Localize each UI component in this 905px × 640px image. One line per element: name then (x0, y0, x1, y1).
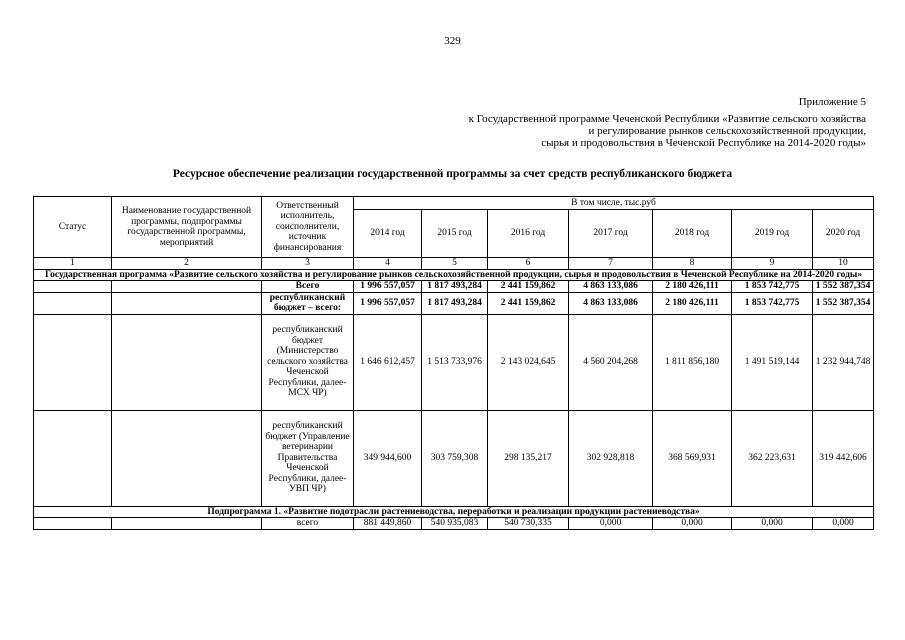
value-cell: 0,000 (569, 518, 653, 530)
value-cell: 1 811 856,180 (653, 314, 732, 410)
value-cell: 4 863 133,086 (569, 281, 653, 293)
name-cell (112, 281, 262, 293)
name-cell (112, 518, 262, 530)
status-cell (34, 518, 112, 530)
name-cell (112, 292, 262, 314)
appendix-label: Приложение 5 (798, 96, 866, 108)
header-year: 2020 год (813, 210, 874, 258)
value-cell: 2 441 159,862 (488, 281, 569, 293)
column-index: 1 (34, 258, 112, 270)
header-year: 2015 год (422, 210, 488, 258)
name-cell (112, 410, 262, 506)
column-index: 4 (354, 258, 422, 270)
subprogram-title-row: Подпрограмма 1. «Развитие подотрасли растениеводства, переработки и реализации продукции растениеводства» (34, 506, 874, 518)
status-cell (34, 410, 112, 506)
header-responsible: Ответственный исполнитель, соисполнители, источник финансирования (262, 197, 354, 258)
program-title-row: Государственная программа «Развитие сельского хозяйства и регулирование рынков сельскохозяйственной продукции, сырья и продовольствия в Чеченской Республике на 2014-2020 годы» (34, 269, 874, 281)
value-cell: 1 552 387,354 (813, 281, 874, 293)
document-title: Ресурсное обеспечение реализации государственной программы за счет средств республиканского бюджета (172, 168, 733, 180)
value-cell: 298 135,217 (488, 410, 569, 506)
header-status: Статус (34, 197, 112, 258)
subtitle-line: сырья и продовольствия в Чеченской Республике на 2014-2020 годы» (541, 137, 866, 149)
header-year: 2016 год (488, 210, 569, 258)
value-cell: 1 853 742,775 (732, 281, 813, 293)
value-cell: 302 928,818 (569, 410, 653, 506)
resource-table (33, 196, 874, 530)
value-cell: 1 646 612,457 (354, 314, 422, 410)
status-cell (34, 281, 112, 293)
header-year: 2018 год (653, 210, 732, 258)
value-cell: 319 442,606 (813, 410, 874, 506)
value-cell: 1 513 733,976 (422, 314, 488, 410)
value-cell: 1 817 493,284 (422, 292, 488, 314)
source-cell: республиканский бюджет – всего: (262, 292, 354, 314)
column-index: 10 (813, 258, 874, 270)
value-cell: 0,000 (813, 518, 874, 530)
header-including: В том числе, тыс.руб (354, 197, 874, 210)
value-cell: 540 730,335 (488, 518, 569, 530)
value-cell: 4 863 133,086 (569, 292, 653, 314)
subtitle-line: к Государственной программе Чеченской Республики «Развитие сельского хозяйства (468, 113, 866, 125)
value-cell: 1 853 742,775 (732, 292, 813, 314)
page-number: 329 (444, 35, 461, 47)
status-cell (34, 314, 112, 410)
value-cell: 1 491 519,144 (732, 314, 813, 410)
value-cell: 0,000 (732, 518, 813, 530)
column-index: 5 (422, 258, 488, 270)
value-cell: 1 552 387,354 (813, 292, 874, 314)
value-cell: 540 935,083 (422, 518, 488, 530)
value-cell: 1 996 557,057 (354, 292, 422, 314)
source-cell: всего (262, 518, 354, 530)
value-cell: 368 569,931 (653, 410, 732, 506)
value-cell: 2 143 024,645 (488, 314, 569, 410)
value-cell: 2 180 426,111 (653, 292, 732, 314)
source-cell: республиканский бюджет (Министерство сельского хозяйства Чеченской Республики, далее-МСХ ЧР) (262, 314, 354, 410)
value-cell: 1 232 944,748 (813, 314, 874, 410)
column-index: 2 (112, 258, 262, 270)
header-year: 2014 год (354, 210, 422, 258)
value-cell: 349 944,600 (354, 410, 422, 506)
status-cell (34, 292, 112, 314)
name-cell (112, 314, 262, 410)
value-cell: 4 560 204,268 (569, 314, 653, 410)
column-index: 7 (569, 258, 653, 270)
subtitle-line: и регулирование рынков сельскохозяйственной продукции, (588, 125, 866, 137)
value-cell: 2 180 426,111 (653, 281, 732, 293)
header-year: 2019 год (732, 210, 813, 258)
value-cell: 362 223,631 (732, 410, 813, 506)
column-index: 8 (653, 258, 732, 270)
value-cell: 0,000 (653, 518, 732, 530)
column-index: 9 (732, 258, 813, 270)
value-cell: 303 759,308 (422, 410, 488, 506)
appendix-subtitle (469, 113, 866, 149)
value-cell: 881 449,860 (354, 518, 422, 530)
source-cell: Всего (262, 281, 354, 293)
value-cell: 1 996 557,057 (354, 281, 422, 293)
header-name: Наименование государственной программы, подпрограммы государственной программы, мероприятий (112, 197, 262, 258)
source-cell: республиканский бюджет (Управление ветеринарии Правительства Чеченской Республики, далее-УВП ЧР) (262, 410, 354, 506)
header-year: 2017 год (569, 210, 653, 258)
column-index: 3 (262, 258, 354, 270)
value-cell: 2 441 159,862 (488, 292, 569, 314)
column-index: 6 (488, 258, 569, 270)
value-cell: 1 817 493,284 (422, 281, 488, 293)
